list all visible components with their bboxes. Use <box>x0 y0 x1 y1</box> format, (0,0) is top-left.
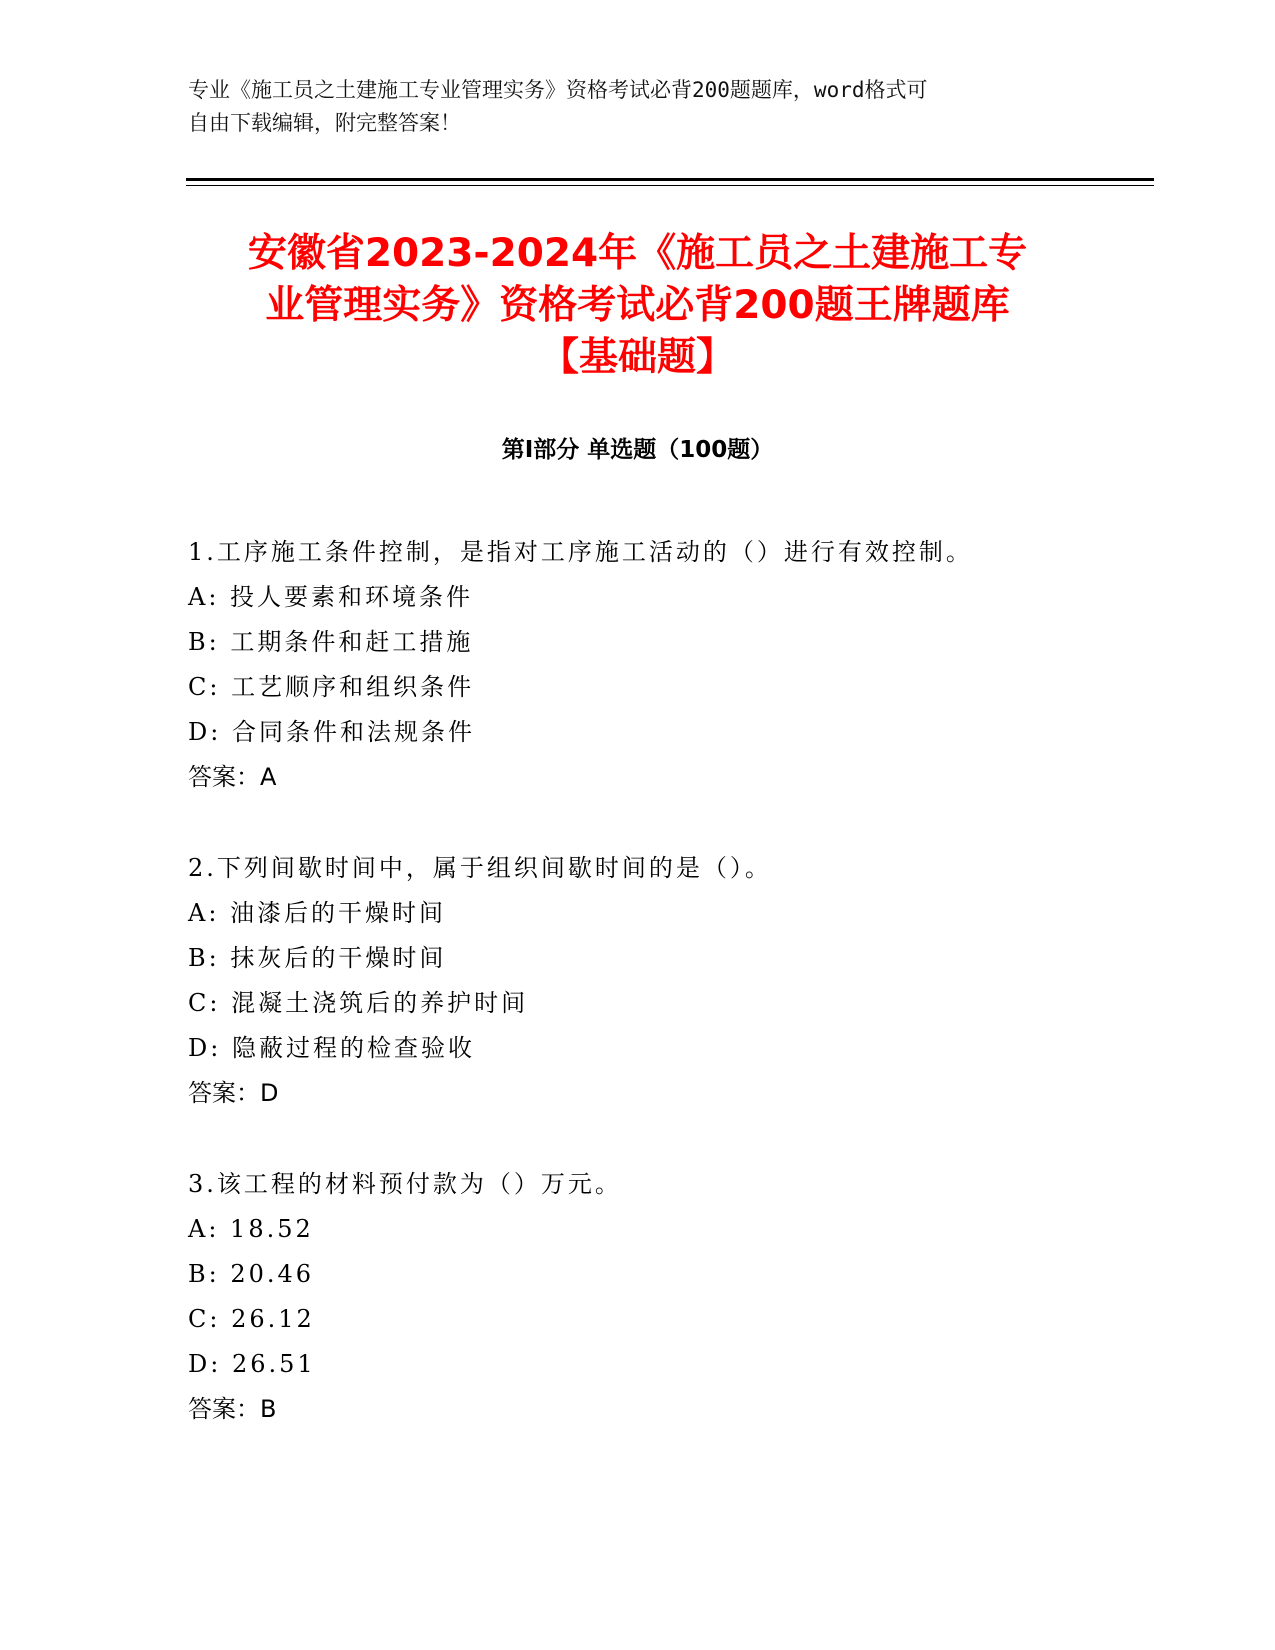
option-b: B: 20.46 <box>188 1260 315 1288</box>
header-note <box>188 74 1068 140</box>
question-stem: 1.工序施工条件控制，是指对工序施工活动的（）进行有效控制。 <box>188 538 973 566</box>
header-note-line-1: 专业《施工员之土建施工专业管理实务》资格考试必背200题题库，word格式可 <box>188 78 928 102</box>
document-title-line-2: 业管理实务》资格考试必背200题王牌题库 <box>265 283 1010 328</box>
option-b: B: 抹灰后的干燥时间 <box>188 944 447 972</box>
document-title-line-1: 安徽省2023-2024年《施工员之土建施工专 <box>247 231 1028 276</box>
option-d: D: 26.51 <box>188 1350 316 1378</box>
option-a: A: 18.52 <box>188 1215 314 1243</box>
option-a: A: 油漆后的干燥时间 <box>188 899 447 927</box>
answer-line: 答案：A <box>188 763 277 791</box>
option-c: C: 26.12 <box>188 1305 315 1333</box>
question-stem: 2.下列间歇时间中，属于组织间歇时间的是（）。 <box>188 854 772 882</box>
document-title-line-3: 【基础题】 <box>539 335 735 380</box>
option-b: B: 工期条件和赶工措施 <box>188 628 474 656</box>
header-divider-thin <box>186 185 1154 186</box>
option-c: C: 混凝土浇筑后的养护时间 <box>188 989 529 1017</box>
question-item <box>188 1162 1128 1432</box>
question-item <box>188 530 1128 800</box>
option-d: D: 合同条件和法规条件 <box>188 718 475 746</box>
option-d: D: 隐蔽过程的检查验收 <box>188 1034 475 1062</box>
header-divider-thick <box>186 178 1154 181</box>
option-c: C: 工艺顺序和组织条件 <box>188 673 475 701</box>
section-heading: 第I部分 单选题（100题） <box>501 437 774 463</box>
answer-line: 答案：B <box>188 1395 277 1423</box>
question-item <box>188 846 1128 1116</box>
answer-line: 答案：D <box>188 1079 279 1107</box>
question-stem: 3.该工程的材料预付款为（）万元。 <box>188 1170 622 1198</box>
header-note-line-2: 自由下载编辑，附完整答案！ <box>188 111 461 135</box>
question-list <box>188 530 1128 1478</box>
document-title <box>150 228 1125 384</box>
option-a: A: 投人要素和环境条件 <box>188 583 474 611</box>
